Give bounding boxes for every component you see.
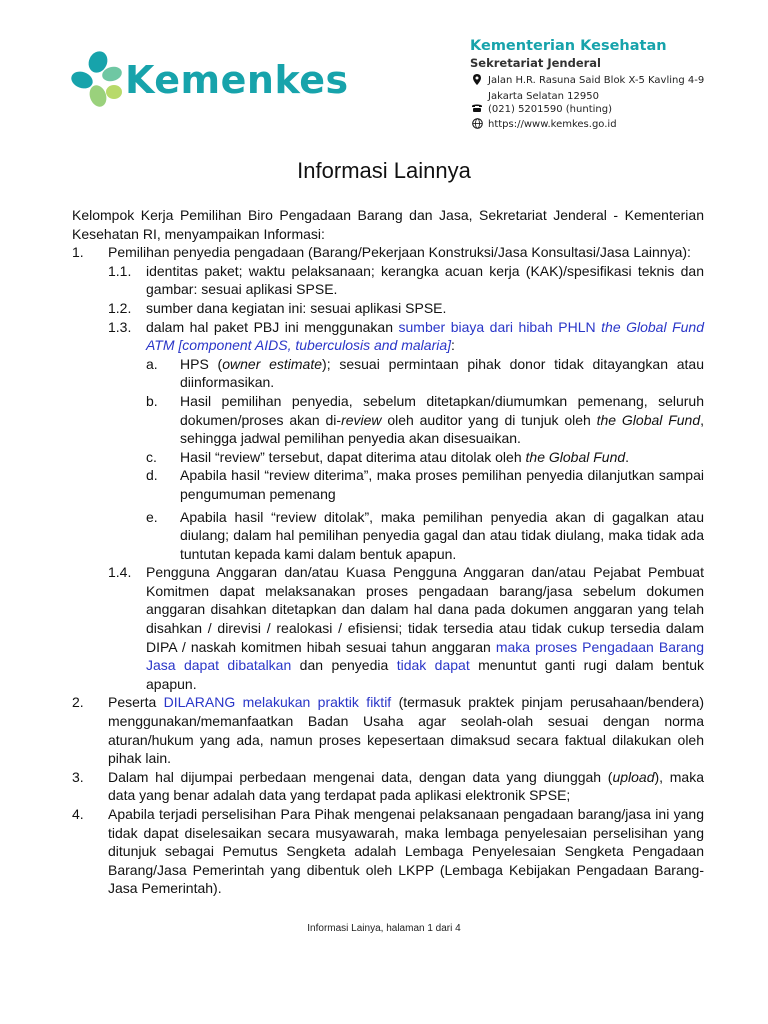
address-line-2: Jakarta Selatan 12950 [488,90,599,102]
list-number: 1. [72,244,84,261]
sub-item-1-4: 1.4. Pengguna Anggaran dan/atau Kuasa Pengguna Anggaran dan/atau Pejabat Pembuat Komitmen dapat melaksanakan proses pengadaan barang/jasa sebelum dokumen anggaran disahkan ditetapkan dan dalam hal dana pada dokumen anggaran yang telah disahkan / direvisi / realokasi / efisiensi; tidak tersedia atau tidak cukup tersedia dalam DIPA / naskah komitmen hibah sesuai tahun anggaran maka proses Pengadaan Barang Jasa dapat dibatalkan dan penyedia tidak dapat menuntut ganti rugi dalam bentuk apapun. [108,564,705,692]
page-title: Informasi Lainnya [297,158,471,183]
sub-number: 1.4. [108,564,132,581]
location-pin-icon [470,74,484,90]
phone-number: (021) 5201590 (hunting) [488,104,612,115]
sub-item-1-1 [108,262,704,299]
letter-marker: b. [146,392,158,409]
letter-marker: a. [146,355,158,372]
ministry-title: Kementerian Kesehatan [470,38,667,54]
ministry-subtitle: Sekretariat Jenderal [470,56,602,70]
list-number: 2. [72,694,84,711]
globe-icon [470,118,484,134]
document-body [72,206,704,898]
page-footer: Informasi Lainya, halaman 1 dari 4 [307,923,461,934]
list-number: 3. [72,768,84,785]
contact-block [470,74,704,133]
logo-wordmark: Kemenkes [125,58,349,102]
list-item-3: 3. Dalam hal dijumpai perbedaan mengenai data, dengan data yang diunggah (upload), maka data yang benar adalah data yang terdapat pada aplikasi elektronik SPSE; [72,768,704,804]
sub-sub-item-e: e. Apabila hasil “review ditolak”, maka pemilihan penyedia akan di gagalkan atau diulang; dalam hal pemilihan penyedia gagal dan atau tidak diulang, maka tidak ada tuntutan kepada kami dalam bentuk apapun. [146,508,704,562]
sub-number: 1.3. [108,318,132,335]
letter-marker: e. [146,508,158,525]
sub-item-text: dalam hal paket PBJ ini menggunakan sumber biaya dari hibah PHLN the Global Fund ATM [component AIDS, tuberculosis and malaria]: [146,318,704,354]
intro-paragraph: Kelompok Kerja Pemilihan Biro Pengadaan Barang dan Jasa, Sekretariat Jenderal - Kementerian Kesehatan RI, menyampaikan Informasi: [72,207,704,242]
address-line-1: Jalan H.R. Rasuna Said Blok X-5 Kavling 4-9 [488,75,705,86]
list-item-2: 2. Peserta DILARANG melakukan praktik fiktif (termasuk praktek pinjam perusahaan/bendera) menggunakan/memanfaatkan Badan Usaha agar seolah-olah sesuai dengan norma aturan/hukum yang ada, namun proses kepesertaan dimaksud secara faktual dilakukan oleh pihak lain. [72,694,705,767]
ministry-header [470,38,667,70]
sub-sub-item-a: a. HPS (owner estimate); sesuai permintaan pihak donor tidak ditayangkan atau diinformasikan. [146,355,705,391]
sub-sub-item-d: d. Apabila hasil “review diterima”, maka proses pemilihan penyedia dilanjutkan sampai pengumuman pemenang [146,467,704,502]
sub-number: 1.2. [108,299,132,316]
sub-item-1-3 [108,318,704,564]
list-number: 4. [72,806,84,822]
sub-item-text: identitas paket; waktu pelaksanaan; kerangka acuan kerja (KAK)/spesifikasi teknis dan gambar: sesuai aplikasi SPSE. [146,262,704,298]
letter-marker: d. [146,467,158,484]
list-item-text: Pemilihan penyedia pengadaan (Barang/Pekerjaan Konstruksi/Jasa Konsultasi/Jasa Lainnya): [108,244,691,261]
list-item-1 [72,243,704,693]
sub-item-1-2 [108,299,704,318]
list-item-4: 4. Apabila terjadi perselisihan Para Pihak mengenai pelaksanaan pengadaan barang/jasa ini yang tidak dapat diselesaikan secara musyawarah, maka lembaga penyelesaian perselisihan yang ditunjuk sebagai Pemutus Sengketa adalah Lembaga Penyelesaian Sengketa Pengadaan Barang/Jasa Pemerintah yang dibentuk oleh LKPP (Lembaga Kebijakan Pengadaan Barang-Jasa Pemerintah). [72,806,704,897]
phone-icon [470,103,484,118]
sub-sub-item-b: b. Hasil pemilihan penyedia, sebelum ditetapkan/diumumkan pemenang, seluruh dokumen/proses akan di-review oleh auditor yang di tunjuk oleh the Global Fund, sehingga jadwal pemilihan penyedia akan disesuaikan. [146,392,704,447]
website-link[interactable]: https://www.kemkes.go.id [488,118,617,130]
letter-marker: c. [146,448,157,465]
sub-item-text: sumber dana kegiatan ini: sesuai aplikasi SPSE. [146,299,447,316]
sub-number: 1.1. [108,262,132,279]
kemenkes-emblem-icon [68,48,128,112]
sub-sub-item-c: c. Hasil “review” tersebut, dapat diterima atau ditolak oleh the Global Fund. [146,448,630,465]
